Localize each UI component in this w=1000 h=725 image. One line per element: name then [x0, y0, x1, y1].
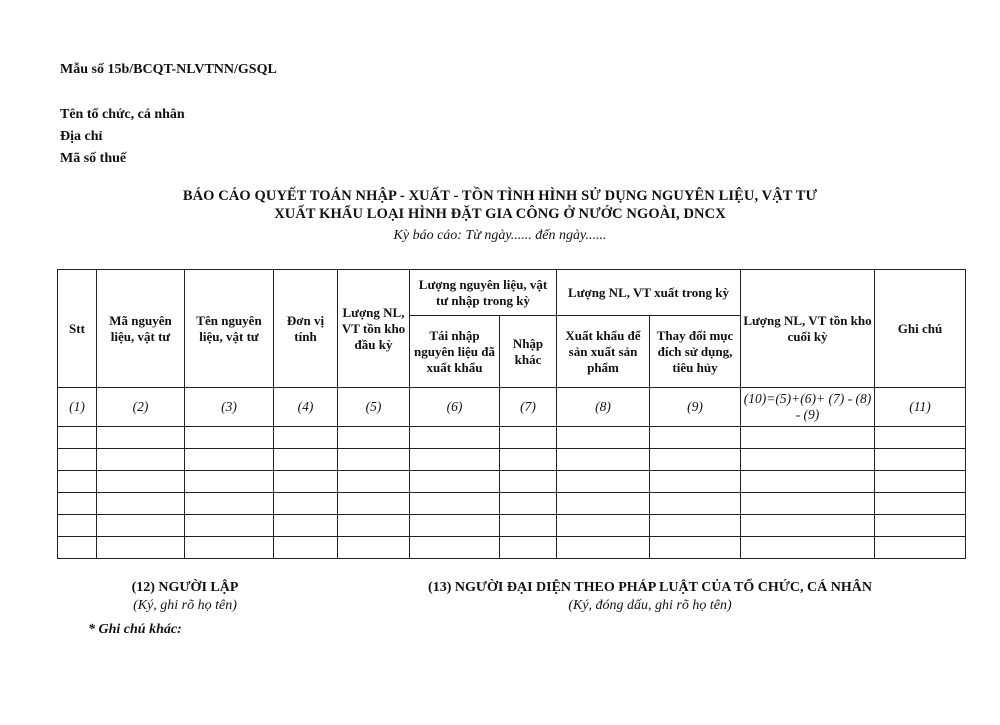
table-cell	[557, 515, 650, 537]
report-title-line-1: BÁO CÁO QUYẾT TOÁN NHẬP - XUẤT - TỒN TÌNH HÌNH SỬ DỤNG NGUYÊN LIỆU, VẬT TƯ	[182, 188, 818, 204]
table-cell	[274, 493, 338, 515]
column-number-row	[58, 388, 966, 427]
header-closing-stock: Lượng NL, VT tồn kho cuối kỳ	[741, 270, 875, 388]
table-cell	[500, 427, 557, 449]
table-cell	[500, 515, 557, 537]
table-cell	[500, 449, 557, 471]
table-row	[58, 449, 966, 471]
table-cell	[875, 537, 966, 559]
preparer-instruction: (Ký, ghi rõ họ tên)	[133, 598, 237, 613]
representative-title: (13) NGƯỜI ĐẠI DIỆN THEO PHÁP LUẬT CỦA TỔ CHỨC, CÁ NHÂN	[428, 580, 872, 595]
org-address-label: Địa chỉ	[60, 129, 103, 144]
table-cell	[58, 537, 97, 559]
table-cell	[650, 471, 741, 493]
table-cell	[97, 471, 185, 493]
table-cell	[97, 427, 185, 449]
table-cell	[557, 449, 650, 471]
table-cell	[410, 493, 500, 515]
table-cell	[650, 449, 741, 471]
col-number: (11)	[875, 388, 966, 427]
header-reimport: Tái nhập nguyên liệu đã xuất khẩu	[410, 316, 500, 388]
table-cell	[650, 537, 741, 559]
table-cell	[97, 449, 185, 471]
table-cell	[97, 493, 185, 515]
table-cell	[410, 449, 500, 471]
table-cell	[58, 493, 97, 515]
table-cell	[185, 449, 274, 471]
table-row	[58, 537, 966, 559]
table-cell	[58, 449, 97, 471]
table-cell	[557, 493, 650, 515]
table-cell	[274, 515, 338, 537]
header-export-group: Lượng NL, VT xuất trong kỳ	[557, 270, 741, 316]
table-cell	[500, 493, 557, 515]
header-material-code: Mã nguyên liệu, vật tư	[97, 270, 185, 388]
table-cell	[410, 471, 500, 493]
table-cell	[185, 471, 274, 493]
table-cell	[557, 471, 650, 493]
col-number: (9)	[650, 388, 741, 427]
table-cell	[97, 515, 185, 537]
table-cell	[97, 537, 185, 559]
other-notes-label: * Ghi chú khác:	[88, 622, 182, 637]
table-cell	[875, 471, 966, 493]
table-cell	[274, 427, 338, 449]
table-cell	[741, 427, 875, 449]
form-code: Mẫu số 15b/BCQT-NLVTNN/GSQL	[60, 62, 277, 77]
table-cell	[875, 449, 966, 471]
table-cell	[274, 471, 338, 493]
table-cell	[875, 515, 966, 537]
table-cell	[500, 471, 557, 493]
report-title-line-2: XUẤT KHẨU LOẠI HÌNH ĐẶT GIA CÔNG Ở NƯỚC NGOÀI, DNCX	[274, 206, 726, 222]
header-change-purpose: Thay đổi mục đích sử dụng, tiêu hủy	[650, 316, 741, 388]
col-number: (8)	[557, 388, 650, 427]
col-number: (1)	[58, 388, 97, 427]
header-material-name: Tên nguyên liệu, vật tư	[185, 270, 274, 388]
table-cell	[185, 427, 274, 449]
report-table	[57, 269, 966, 559]
table-cell	[338, 537, 410, 559]
report-period: Kỳ báo cáo: Từ ngày...... đến ngày......	[393, 228, 607, 243]
header-stt: Stt	[58, 270, 97, 388]
table-cell	[58, 515, 97, 537]
table-cell	[741, 471, 875, 493]
header-other-import: Nhập khác	[500, 316, 557, 388]
preparer-title: (12) NGƯỜI LẬP	[131, 580, 239, 595]
table-cell	[875, 427, 966, 449]
header-unit: Đơn vị tính	[274, 270, 338, 388]
table-cell	[338, 449, 410, 471]
table-row	[58, 427, 966, 449]
table-cell	[500, 537, 557, 559]
table-cell	[650, 427, 741, 449]
table-cell	[557, 537, 650, 559]
col-number: (7)	[500, 388, 557, 427]
table-cell	[741, 537, 875, 559]
org-name-label: Tên tổ chức, cá nhân	[60, 107, 185, 122]
table-cell	[338, 427, 410, 449]
table-cell	[58, 471, 97, 493]
col-number: (3)	[185, 388, 274, 427]
representative-signature-block	[390, 580, 910, 614]
header-opening-stock: Lượng NL, VT tồn kho đầu kỳ	[338, 270, 410, 388]
table-cell	[338, 493, 410, 515]
table-cell	[741, 493, 875, 515]
table-cell	[185, 515, 274, 537]
org-tax-label: Mã số thuế	[60, 151, 127, 166]
table-cell	[185, 537, 274, 559]
table-cell	[410, 537, 500, 559]
col-number-formula: (10)=(5)+(6)+ (7) - (8) - (9)	[741, 388, 875, 427]
table-cell	[338, 515, 410, 537]
table-cell	[741, 449, 875, 471]
table-cell	[650, 493, 741, 515]
table-cell	[557, 427, 650, 449]
header-import-group: Lượng nguyên liệu, vật tư nhập trong kỳ	[410, 270, 557, 316]
header-export-production: Xuất khẩu để sản xuất sản phẩm	[557, 316, 650, 388]
representative-instruction: (Ký, đóng dấu, ghi rõ họ tên)	[568, 598, 732, 613]
table-cell	[185, 493, 274, 515]
col-number: (4)	[274, 388, 338, 427]
table-row	[58, 471, 966, 493]
table-cell	[650, 515, 741, 537]
table-cell	[274, 449, 338, 471]
table-row	[58, 515, 966, 537]
table-cell	[410, 515, 500, 537]
table-cell	[274, 537, 338, 559]
col-number: (6)	[410, 388, 500, 427]
table-row	[58, 493, 966, 515]
table-cell	[875, 493, 966, 515]
col-number: (5)	[338, 388, 410, 427]
header-notes: Ghi chú	[875, 270, 966, 388]
table-cell	[58, 427, 97, 449]
table-body	[58, 427, 966, 559]
col-number: (2)	[97, 388, 185, 427]
table-cell	[741, 515, 875, 537]
preparer-signature-block	[80, 580, 290, 614]
table-cell	[338, 471, 410, 493]
table-cell	[410, 427, 500, 449]
